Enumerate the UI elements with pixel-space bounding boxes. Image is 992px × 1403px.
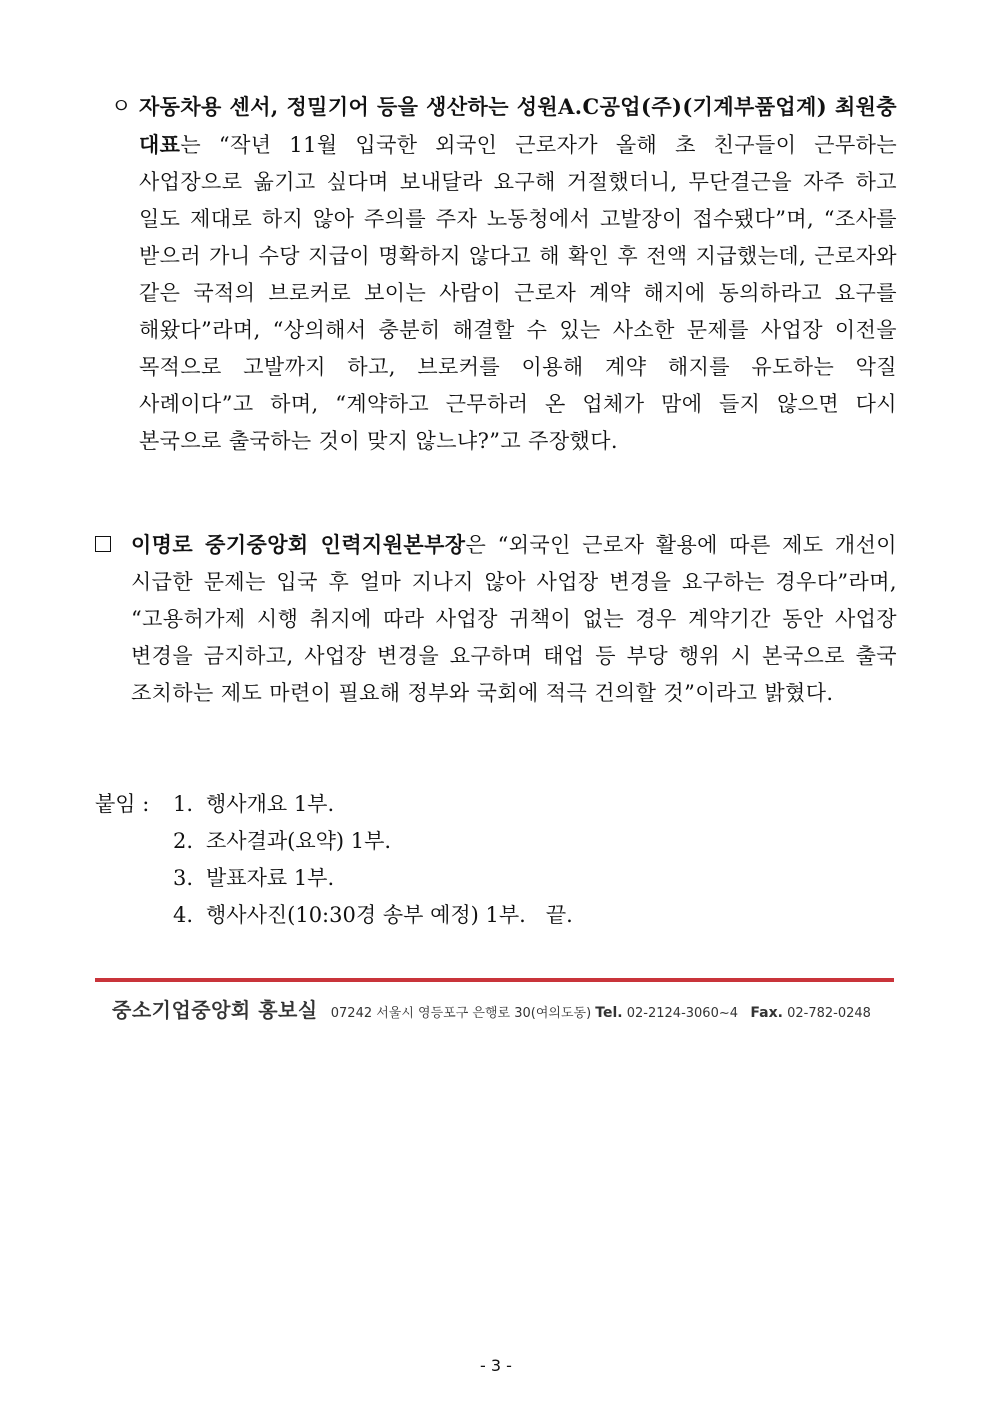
square-icon	[95, 536, 111, 552]
attachment-number: 3.	[173, 866, 194, 890]
bullet-square-marker	[95, 526, 111, 563]
attachment-number: 1.	[173, 792, 194, 816]
footer-org-name: 중소기업중앙회 홍보실	[112, 998, 318, 1022]
footer-fax-label: Fax.	[750, 1005, 783, 1021]
attachment-item	[95, 823, 573, 860]
attachment-number: 4.	[173, 903, 194, 927]
attachment-number: 2.	[173, 829, 194, 853]
attachment-text: 조사결과(요약) 1부.	[206, 829, 392, 853]
footer-fax: 02-782-0248	[787, 1006, 871, 1021]
footer-address	[331, 1006, 871, 1021]
attachment-list	[95, 786, 573, 934]
attachment-text: 발표자료 1부.	[206, 866, 335, 890]
footer	[112, 994, 871, 1023]
speaker-name: 이명로 중기중앙회 인력지원본부장	[131, 532, 466, 557]
paragraph-text	[131, 526, 897, 712]
quote-paragraph-director	[131, 526, 897, 712]
speaker-name: 자동차용 센서, 정밀기어 등을 생산하는 성원A.C공업(주)(기계부품업계) 최원충 대표	[139, 94, 897, 157]
footer-tel-label: Tel.	[595, 1005, 623, 1021]
quote-text: 는 “작년 11월 입국한 외국인 근로자가 올해 초 친구들이 근무하는 사업장으로 옮기고 싶다며 보내달라 요구해 거절했더니, 무단결근을 자주 하고 일도 제대로 하지 않아 주의를 주자 노동청에서 고발장이 접수됐다”며, “조사를 받으러 가니 수당 지급이 명확하지 않다고 해 확인 후 전액 지급했는데, 근로자와 같은 국적의 브로커로 보이는 사람이 근로자 계약 해지에 동의하라고 요구를 해왔다”라며, “상의해서 충분히 해결할 수 있는 사소한 문제를 사업장 이전을 목적으로 고발까지 하고, 브로커를 이용해 계약 해지를 유도하는 악질 사례이다”고 하며, “계약하고 근무하러 온 업체가 맘에 들지 않으면 다시 본국으로 출국하는 것이 맞지 않느냐?”고 주장했다.	[139, 133, 897, 453]
quote-paragraph-ceo	[111, 88, 897, 460]
attachment-item	[95, 897, 573, 934]
footer-address-text: 07242 서울시 영등포구 은행로 30(여의도동)	[330, 1006, 592, 1021]
footer-tel: 02-2124-3060~4	[626, 1006, 739, 1021]
bullet-circle-marker: ㅇ	[111, 94, 132, 118]
attachment-text: 행사사진(10:30경 송부 예정) 1부. 끝.	[206, 903, 573, 927]
attachment-item	[95, 786, 573, 823]
paragraph-text	[139, 88, 897, 460]
footer-divider	[95, 978, 894, 982]
attachment-text: 행사개요 1부.	[206, 792, 335, 816]
attachment-item	[95, 860, 573, 897]
attachment-label: 붙임 :	[95, 792, 150, 816]
quote-text: 은 “외국인 근로자 활용에 따른 제도 개선이 시급한 문제는 입국 후 얼마 지나지 않아 사업장 변경을 요구하는 경우다”라며, “고용허가제 시행 취지에 따라 사업장 귀책이 없는 경우 계약기간 동안 사업장 변경을 금지하고, 사업장 변경을 요구하며 태업 등 부당 행위 시 본국으로 출국 조치하는 제도 마련이 필요해 정부와 국회에 적극 건의할 것”이라고 밝혔다.	[131, 533, 897, 705]
page-number: - 3 -	[480, 1356, 512, 1375]
